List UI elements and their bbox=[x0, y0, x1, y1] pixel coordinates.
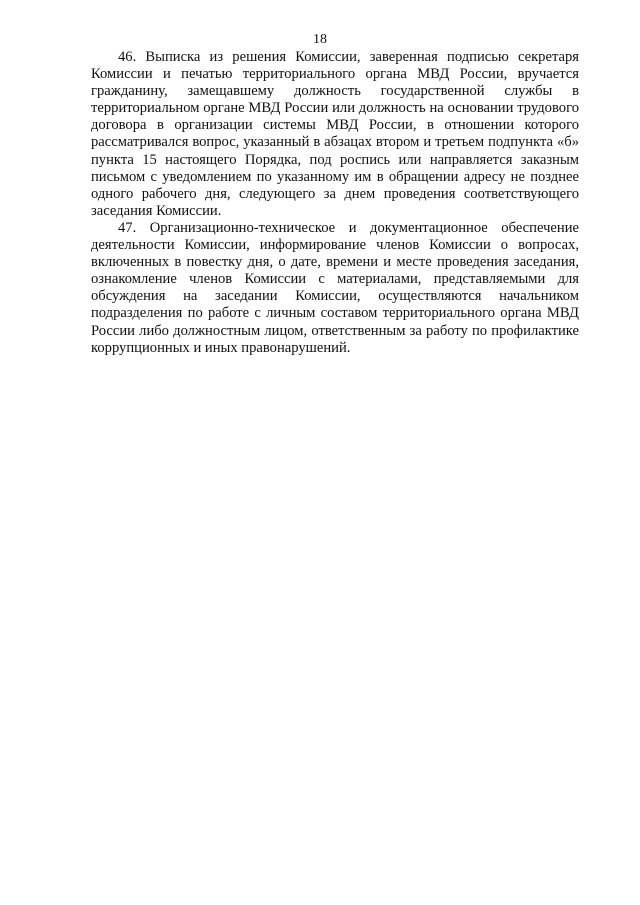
page-number: 18 bbox=[313, 32, 327, 47]
paragraph-47: 47. Организационно-техническое и документационное обеспечение деятельности Комиссии, информирование членов Комиссии о вопросах, включенных в повестку дня, о дате, времени и месте проведения заседания, ознакомление членов Комиссии с материалами, представляемыми для обсуждения на заседании Комиссии, осуществляются начальником подразделения по работе с личным составом территориального органа МВД России либо должностным лицом, ответственным за работу по профилактике коррупционных и иных правонарушений. bbox=[91, 219, 579, 356]
document-body bbox=[91, 49, 579, 357]
paragraph-46: 46. Выписка из решения Комиссии, заверенная подписью секретаря Комиссии и печатью территориального органа МВД России, вручается гражданину, замещавшему должность государственной службы в территориальном органе МВД России или должность на основании трудового договора в организации системы МВД России, в отношении которого рассматривался вопрос, указанный в абзацах втором и третьем подпункта «б» пункта 15 настоящего Порядка, под роспись или направляется заказным письмом с уведомлением по указанному им в обращении адресу не позднее одного рабочего дня, следующего за днем проведения соответствующего заседания Комиссии. bbox=[91, 49, 579, 219]
